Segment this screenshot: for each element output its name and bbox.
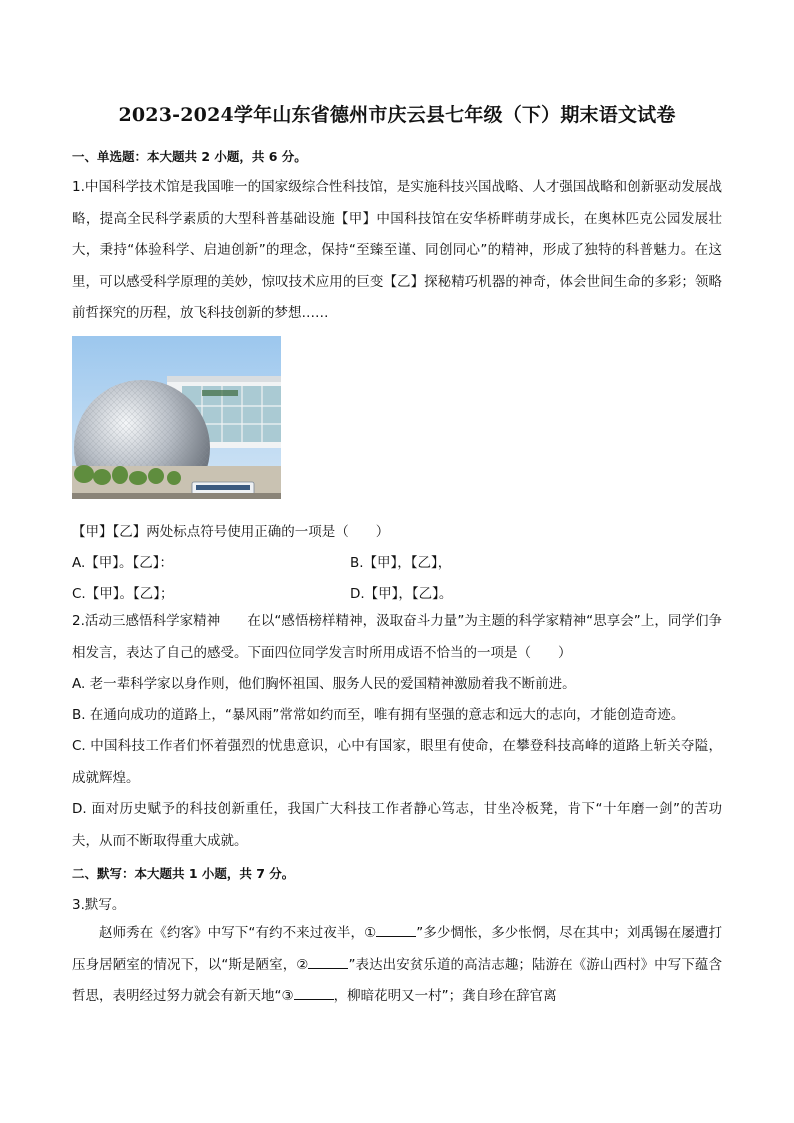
q3-passage [72, 918, 722, 1013]
q1-stem: 【甲】【乙】两处标点符号使用正确的一项是（ ） [72, 524, 390, 540]
q1-option-d: D.【甲】，【乙】。 [350, 586, 453, 602]
q3-text-3: ”表达出安贫乐道的高洁志趣；陆游在《游山西村》中写下蕴含哲思，表明经过努力就会有新天地“③ [72, 956, 722, 1004]
q3-text-1: 赵师秀在《约客》中写下“有约不来过夜半，① [99, 925, 377, 941]
q1-option-a: A.【甲】。【乙】： [72, 555, 174, 571]
q1-passage: 1.中国科学技术馆是我国唯一的国家级综合性科技馆，是实施科技兴国战略、人才强国战略和创新驱动发展战略，提高全民科学素质的大型科普基础设施【甲】中国科技馆在安华桥畔萌芽成长，在奥林匹克公园发展壮大，秉持“体验科学、启迪创新”的理念，保持“至臻至谨、同创同心”的精神，形成了独特的科普魅力。在这里，可以感受科学原理的美妙，惊叹技术应用的巨变【乙】探秘精巧机器的神奇，体会世间生命的多彩；领略前哲探究的历程，放飞科技创新的梦想…… [72, 179, 722, 321]
q1-option-b: B.【甲】，【乙】， [350, 555, 452, 571]
blank-3[interactable] [294, 987, 334, 1000]
q2-option-d: D. 面对历史赋予的科技创新重任，我国广大科技工作者静心笃志，甘坐冷板凳，肯下“十年磨一剑”的苦功夫，从而不断取得重大成就。 [72, 801, 722, 849]
science-museum-photo [72, 336, 281, 499]
q2-option-c: C. 中国科技工作者们怀着强烈的忧患意识，心中有国家，眼里有使命，在攀登科技高峰的道路上斩关夺隘，成就辉煌。 [72, 738, 722, 786]
q3-label: 3.默写。 [72, 897, 126, 913]
q2-option-a: A. 老一辈科学家以身作则，他们胸怀祖国、服务人民的爱国精神激励着我不断前进。 [72, 676, 576, 692]
q3-text-2: ”多少惆怅，多少怅惘，尽在其中；刘禹锡在屡遭打压身居陋室的情况下，以“斯是陋室，② [72, 925, 722, 973]
q1-option-c: C.【甲】。【乙】； [72, 586, 174, 602]
q3-text-4: ，柳暗花明又一村”；龚自珍在辞官离 [333, 988, 557, 1004]
section-1-heading: 一、单选题：本大题共 2 小题，共 6 分。 [72, 149, 307, 164]
section-2-heading: 二、默写：本大题共 1 小题，共 7 分。 [72, 866, 295, 881]
q2-option-b: B. 在通向成功的道路上，“暴风雨”常常如约而至，唯有拥有坚强的意志和远大的志向，才能创造奇迹。 [72, 707, 685, 723]
blank-2[interactable] [308, 956, 348, 969]
q2-stem: 2.活动三感悟科学家精神 在以“感悟榜样精神，汲取奋斗力量”为主题的科学家精神“思享会”上，同学们争相发言，表达了自己的感受。下面四位同学发言时所用成语不恰当的一项是（ ） [72, 613, 722, 661]
blank-1[interactable] [376, 924, 416, 937]
page-title: 2023-2024学年山东省德州市庆云县七年级（下）期末语文试卷 [118, 104, 676, 126]
